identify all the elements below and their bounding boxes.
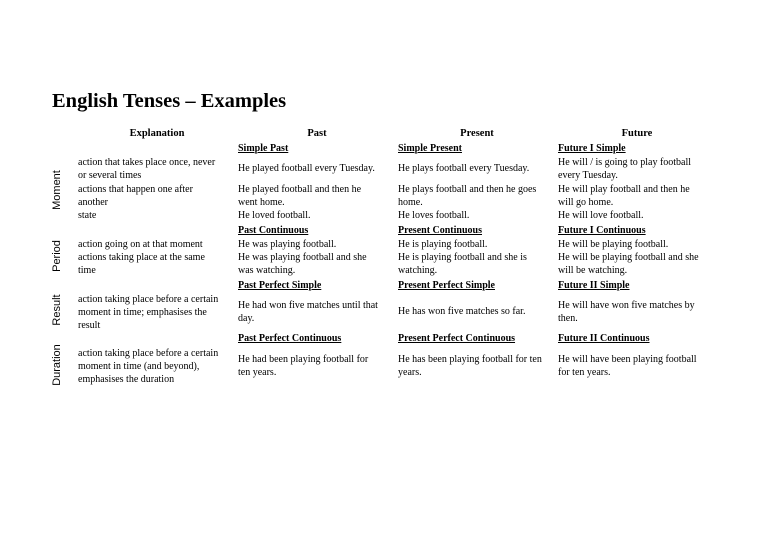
example-past: was watching. [238, 265, 296, 276]
header-future: Future [621, 128, 653, 139]
explanation-line: emphasises the duration [78, 374, 175, 385]
group-label-result: Result [51, 294, 63, 326]
example-present: He has been playing football for ten [398, 354, 542, 365]
example-present: He plays football and then he goes [398, 184, 537, 195]
example-past: went home. [238, 197, 285, 208]
tense-heading-simple-past: Simple Past [238, 143, 289, 154]
example-present: He plays football every Tuesday. [398, 163, 530, 174]
explanation-line: action taking place before a certain [78, 294, 219, 305]
example-past: He was playing football. [238, 239, 337, 250]
tense-heading-past-continuous: Past Continuous [238, 225, 309, 236]
example-past: He loved football. [238, 210, 311, 221]
group-label-moment: Moment [51, 170, 63, 210]
example-present: He is playing football. [398, 239, 488, 250]
explanation-line: action going on at that moment [78, 239, 203, 250]
example-future: then. [558, 313, 578, 324]
tense-heading-future-ii-continuous: Future II Continuous [558, 333, 650, 344]
example-past: He had won five matches until that [238, 300, 378, 311]
header-present: Present [460, 128, 494, 139]
example-present: He is playing football and she is [398, 252, 527, 263]
tense-heading-past-perfect-continuous: Past Perfect Continuous [238, 333, 342, 344]
explanation-line: actions that happen one after [78, 184, 193, 195]
example-past: He had been playing football for [238, 354, 369, 365]
tense-heading-future-i-continuous: Future I Continuous [558, 225, 646, 236]
example-future: He will be playing football. [558, 239, 669, 250]
explanation-line: moment in time; emphasises the [78, 307, 207, 318]
tense-heading-past-perfect-simple: Past Perfect Simple [238, 280, 322, 291]
tense-heading-simple-present: Simple Present [398, 143, 462, 154]
example-future: He will have been playing football [558, 354, 697, 365]
example-future: He will love football. [558, 210, 644, 221]
explanation-line: moment in time (and beyond), [78, 361, 200, 372]
group-label-period: Period [51, 240, 63, 272]
explanation-line: another [78, 197, 108, 208]
tense-heading-future-ii-simple: Future II Simple [558, 280, 630, 291]
tense-heading-future-i-simple: Future I Simple [558, 143, 626, 154]
example-past: He played football every Tuesday. [238, 163, 375, 174]
tense-heading-present-perfect-simple: Present Perfect Simple [398, 280, 495, 291]
explanation-line: actions taking place at the same [78, 252, 205, 263]
page-title: English Tenses – Examples [52, 90, 287, 112]
example-present: watching. [398, 265, 438, 276]
group-label-duration: Duration [51, 344, 63, 386]
example-future: He will have won five matches by [558, 300, 695, 311]
example-past: He played football and then he [238, 184, 362, 195]
tense-heading-present-continuous: Present Continuous [398, 225, 482, 236]
example-present: home. [398, 197, 423, 208]
example-future: will go home. [558, 197, 614, 208]
explanation-line: action that takes place once, never [78, 157, 216, 168]
explanation-line: action taking place before a certain [78, 348, 219, 359]
example-future: will be watching. [558, 265, 628, 276]
example-present: years. [398, 367, 422, 378]
explanation-line: state [78, 210, 97, 221]
example-present: He has won five matches so far. [398, 306, 526, 317]
header-past: Past [307, 128, 327, 139]
example-future: He will play football and then he [558, 184, 690, 195]
example-present: He loves football. [398, 210, 470, 221]
example-future: for ten years. [558, 367, 611, 378]
example-future: He will be playing football and she [558, 252, 699, 263]
example-past: He was playing football and she [238, 252, 367, 263]
explanation-line: result [78, 320, 101, 331]
example-future: every Tuesday. [558, 170, 618, 181]
explanation-line: time [78, 265, 96, 276]
explanation-line: or several times [78, 170, 142, 181]
header-explanation: Explanation [129, 128, 185, 139]
example-future: He will / is going to play football [558, 157, 692, 168]
example-past: day. [238, 313, 255, 324]
example-past: ten years. [238, 367, 277, 378]
tense-heading-present-perfect-continuous: Present Perfect Continuous [398, 333, 516, 344]
